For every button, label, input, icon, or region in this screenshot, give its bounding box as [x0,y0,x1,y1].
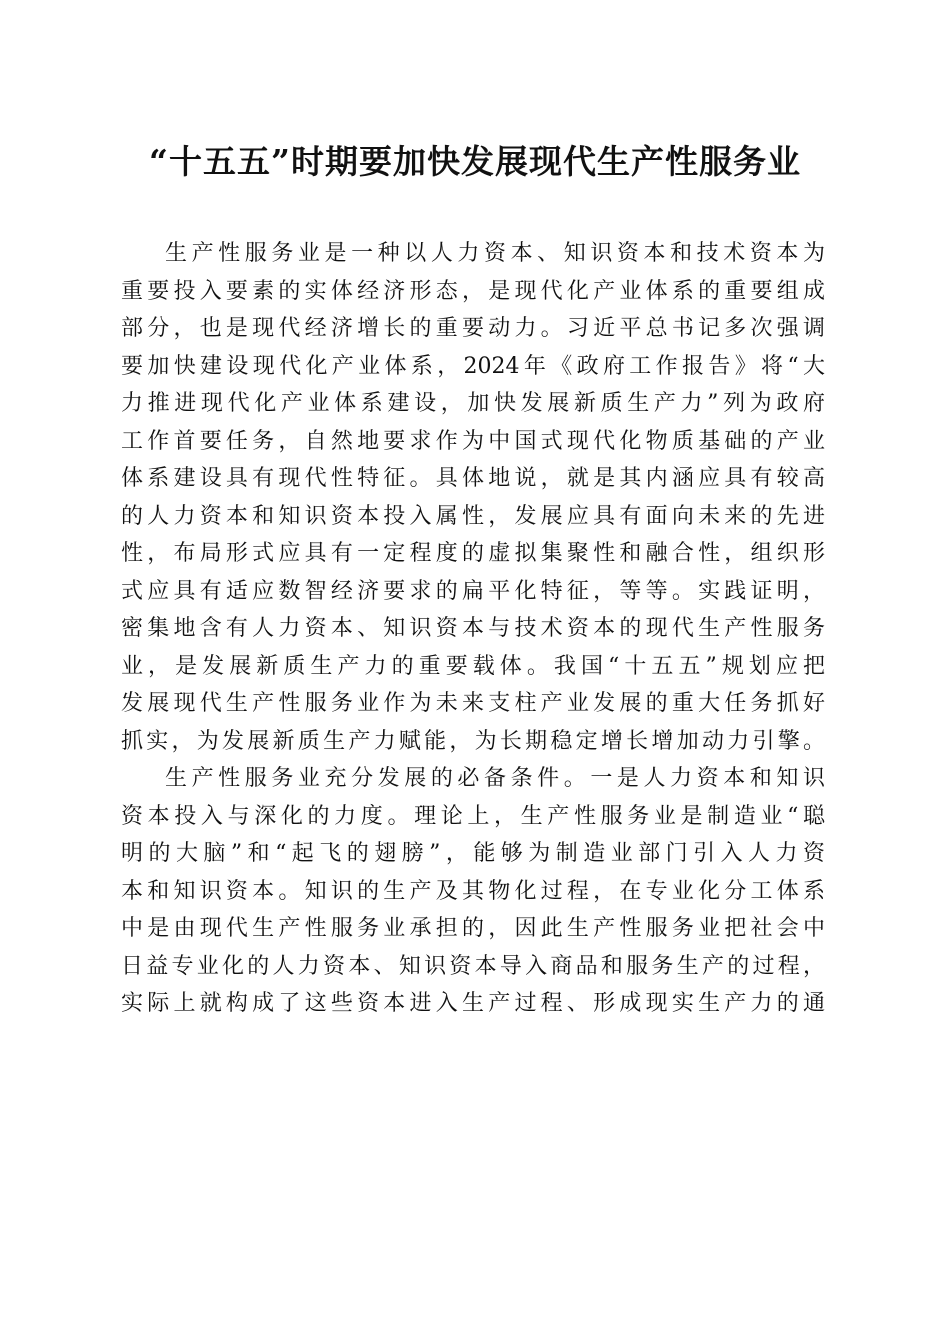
paragraph-2 [121,760,825,1023]
paragraph-line: 工作首要任务，自然地要求作为中国式现代化物质基础的产业 [121,428,825,454]
paragraph-line: 中是由现代生产性服务业承担的，因此生产性服务业把社会中 [121,916,825,941]
paragraph-1 [121,235,825,760]
paragraph-line: 重要投入要素的实体经济形态，是现代化产业体系的重要组成 [121,278,825,304]
paragraph-line: 资本投入与深化的力度。理论上，生产性服务业是制造业“聪 [121,803,825,829]
paragraph-line: 式应具有适应数智经济要求的扁平化特征，等等。实践证明， [121,578,825,604]
paragraph-line: 日益专业化的人力资本、知识资本导入商品和服务生产的过程， [121,953,825,979]
paragraph-line: 抓实，为发展新质生产力赋能，为长期稳定增长增加动力引擎。 [121,728,825,754]
paragraph-line: 的人力资本和知识资本投入属性，发展应具有面向未来的先进 [121,503,825,529]
document-title: “十五五”时期要加快发展现代生产性服务业 [149,142,801,181]
paragraph-line: 明的大脑”和“起飞的翅膀”，能够为制造业部门引入人力资 [121,841,825,866]
paragraph-line: 业，是发展新质生产力的重要载体。我国“十五五”规划应把 [121,653,825,679]
paragraph-line: 部分，也是现代经济增长的重要动力。习近平总书记多次强调 [121,316,825,341]
paragraph-line: 实际上就构成了这些资本进入生产过程、形成现实生产力的通 [121,991,825,1016]
document-body [121,235,825,1023]
paragraph-line: 生产性服务业充分发展的必备条件。一是人力资本和知识 [165,766,825,791]
paragraph-line: 要加快建设现代化产业体系，2024年《政府工作报告》将“大 [121,353,825,379]
paragraph-line: 力推进现代化产业体系建设，加快发展新质生产力”列为政府 [121,391,825,416]
paragraph-line: 性，布局形式应具有一定程度的虚拟集聚性和融合性，组织形 [121,541,825,566]
paragraph-line: 生产性服务业是一种以人力资本、知识资本和技术资本为 [165,241,825,266]
paragraph-line: 发展现代生产性服务业作为未来支柱产业发展的重大任务抓好 [121,691,825,716]
paragraph-line: 体系建设具有现代性特征。具体地说，就是其内涵应具有较高 [121,466,825,491]
paragraph-line: 本和知识资本。知识的生产及其物化过程，在专业化分工体系 [121,878,825,904]
paragraph-line: 密集地含有人力资本、知识资本与技术资本的现代生产性服务 [121,616,825,641]
